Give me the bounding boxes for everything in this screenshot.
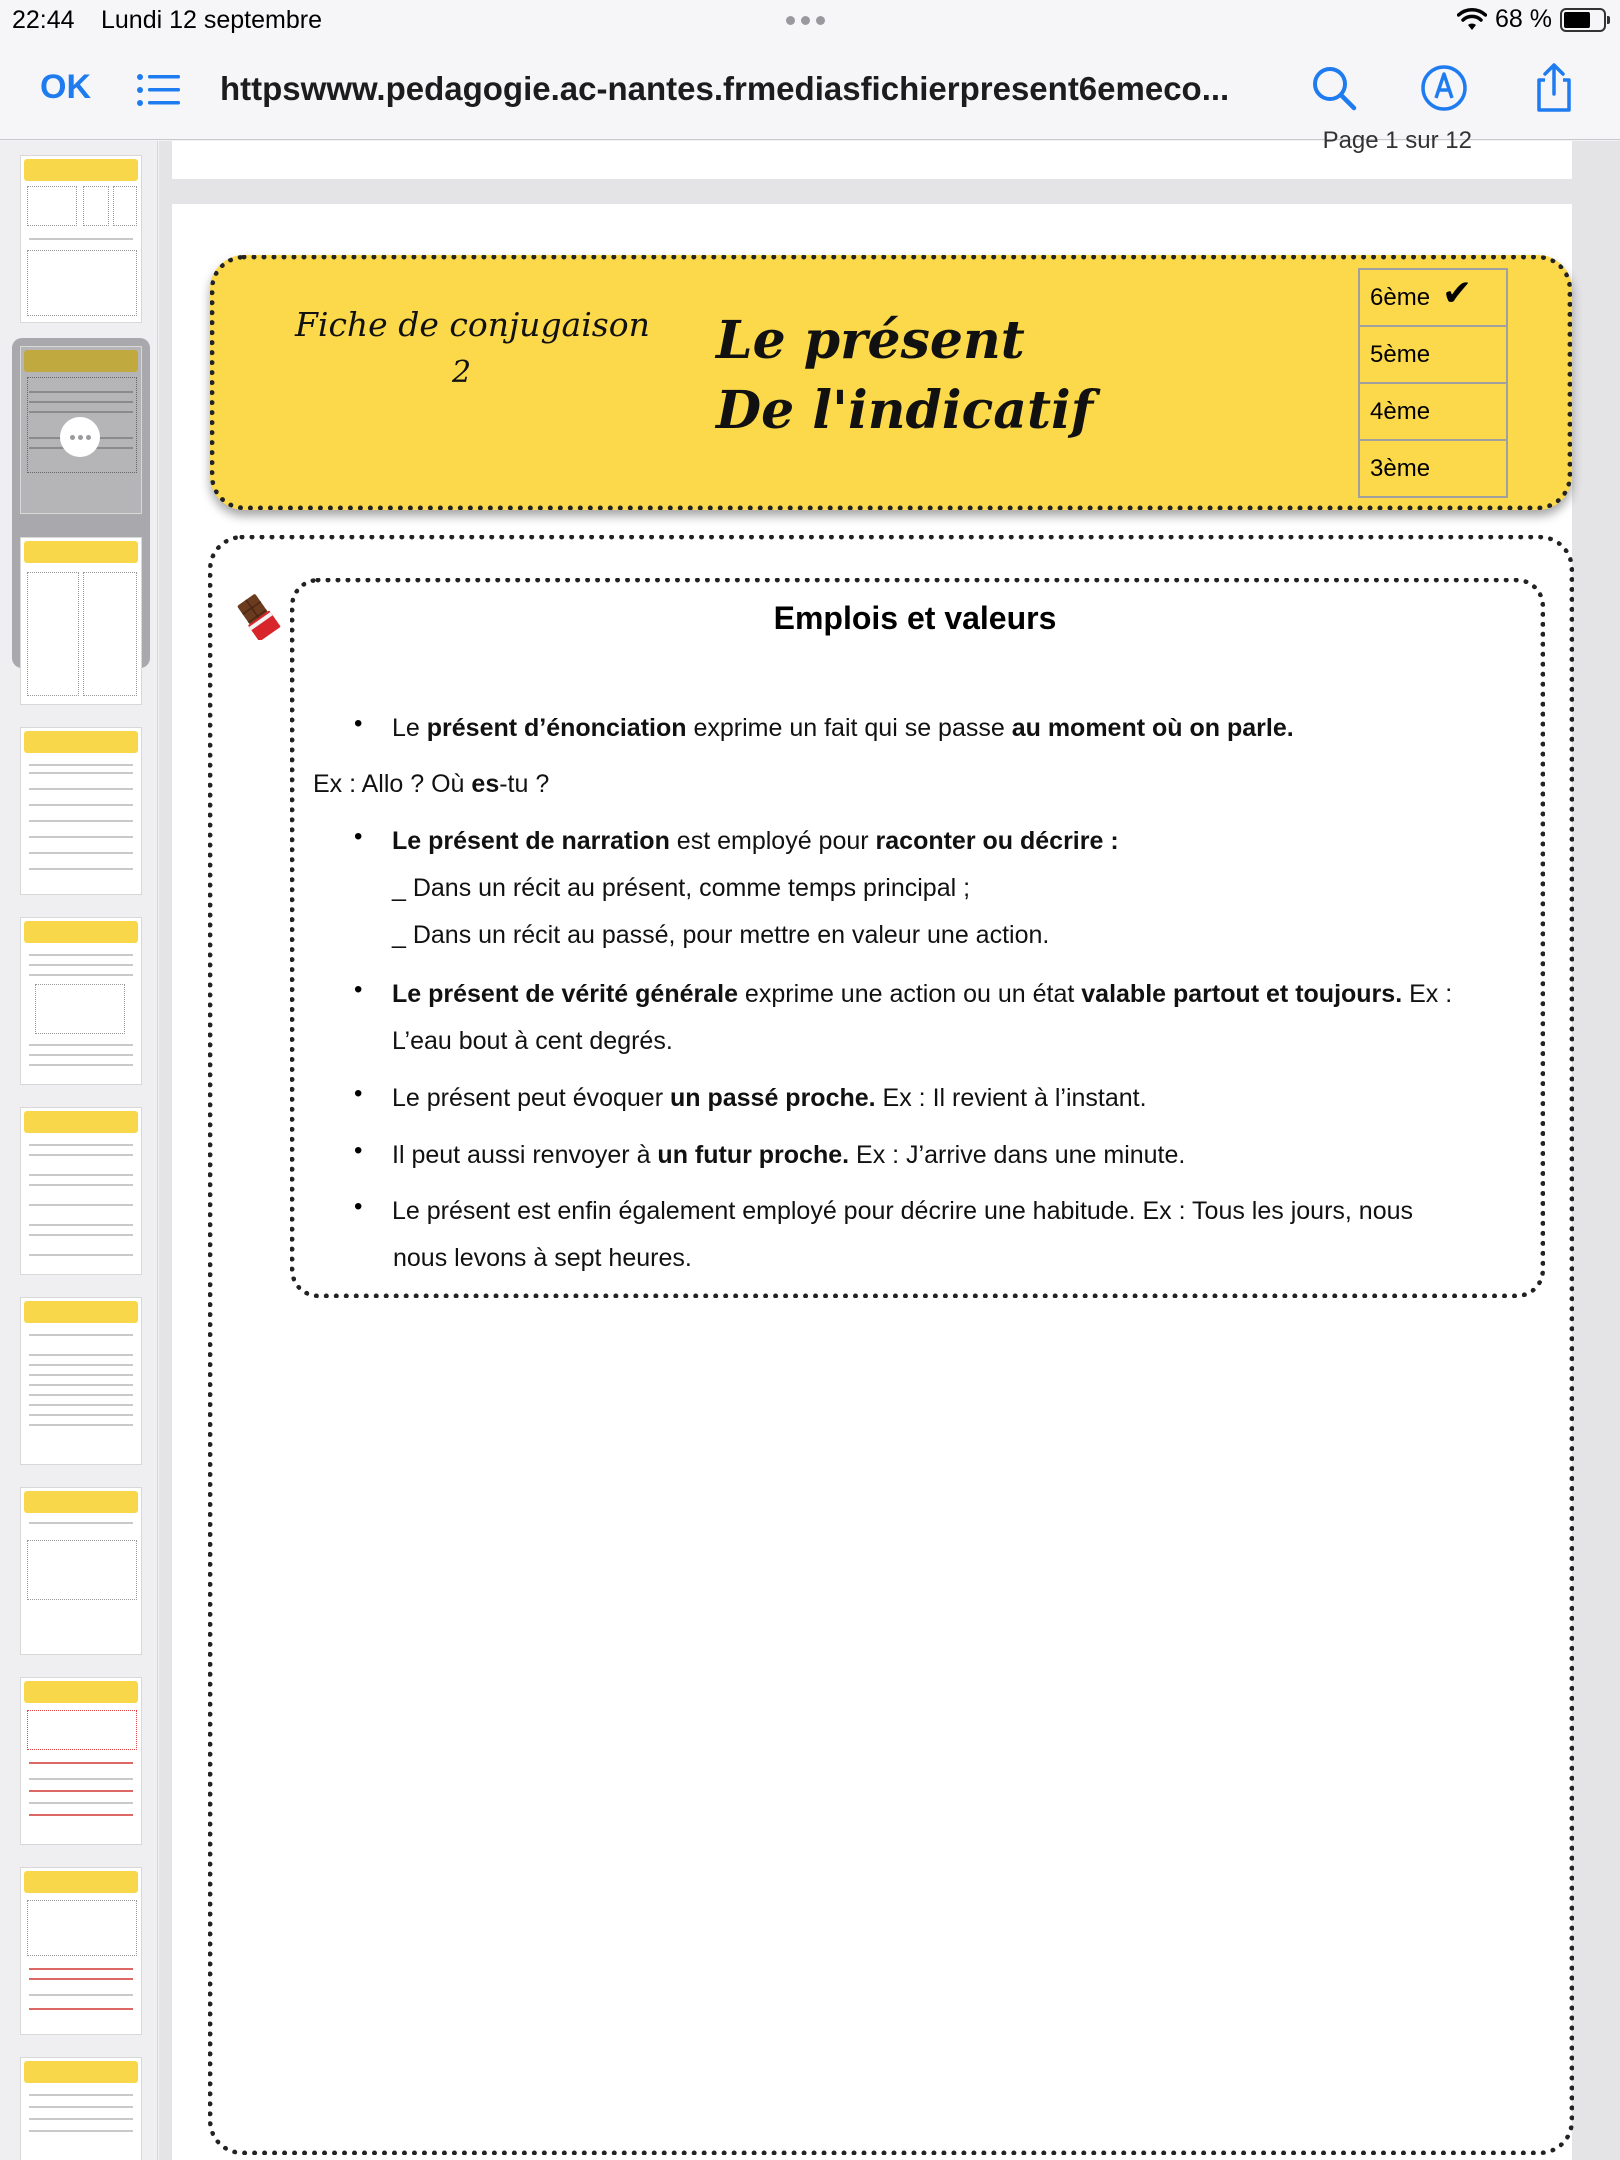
section-title: Emplois et valeurs xyxy=(773,600,1057,636)
page-thumbnail-7[interactable] xyxy=(20,1297,142,1465)
example-1-text: Ex : Allo ? Où es-tu ? xyxy=(313,770,550,798)
status-right xyxy=(1457,5,1606,34)
page-thumbnail-5[interactable] xyxy=(20,917,142,1085)
page-thumbnail-9[interactable] xyxy=(20,1677,142,1845)
level-table xyxy=(1358,268,1508,498)
bullet-icon: • xyxy=(354,1137,363,1164)
level-label: 3ème xyxy=(1370,455,1431,482)
wifi-icon xyxy=(1457,8,1487,32)
fiche-number: 2 xyxy=(452,355,472,390)
markup-icon[interactable] xyxy=(1418,62,1470,114)
level-row xyxy=(1360,384,1506,441)
title-line-1: Le présent xyxy=(716,310,1025,371)
toolbar xyxy=(0,40,1620,140)
page-thumbnail-3[interactable] xyxy=(20,537,142,705)
page-thumbnail-4[interactable] xyxy=(20,727,142,895)
fiche-label: Fiche de conjugaison xyxy=(295,305,650,344)
title-line-2: De l'indicatif xyxy=(716,380,1094,441)
bullet-4-text: Le présent peut évoquer un passé proche. Ex : Il revient à l’instant. xyxy=(392,1084,1147,1112)
page-number: Page 1 sur 12 xyxy=(1322,127,1472,154)
check-mark-icon: ✔ xyxy=(1442,272,1473,313)
level-label: 6ème xyxy=(1370,284,1431,311)
bullet-5-text: Il peut aussi renvoyer à un futur proche. Ex : J’arrive dans une minute. xyxy=(392,1141,1186,1169)
level-row xyxy=(1360,327,1506,384)
bullet-6-line-2: nous levons à sept heures. xyxy=(393,1244,692,1272)
page-thumbnail-8[interactable] xyxy=(20,1487,142,1655)
bullet-3-text: Le présent de vérité générale exprime une action ou un état valable partout et toujours. Ex : xyxy=(392,980,1453,1008)
search-icon[interactable] xyxy=(1308,62,1360,114)
page-thumbnail-6[interactable] xyxy=(20,1107,142,1275)
bullet-1-text: Le présent d’énonciation exprime un fait qui se passe au moment où on parle. xyxy=(392,714,1294,742)
status-bar xyxy=(0,0,1620,40)
bullet-icon: • xyxy=(354,976,363,1003)
bullet-2-text: Le présent de narration est employé pour raconter ou décrire : xyxy=(392,827,1119,855)
level-row xyxy=(1360,270,1506,327)
level-label: 4ème xyxy=(1370,398,1431,425)
bullet-icon: • xyxy=(354,823,363,850)
chocolate-bar-icon xyxy=(235,594,281,640)
list-icon[interactable] xyxy=(136,72,182,108)
share-icon[interactable] xyxy=(1528,62,1580,114)
more-icon[interactable] xyxy=(60,417,100,457)
level-label: 5ème xyxy=(1370,341,1431,368)
battery-percent: 68 % xyxy=(1495,5,1552,33)
bullet-icon: • xyxy=(354,1193,363,1220)
document-url[interactable]: httpswww.pedagogie.ac-nantes.frmediasfichierpresent6emeco... xyxy=(220,70,1230,107)
bullet-6-text: Le présent est enfin également employé pour décrire une habitude. Ex : Tous les jours, nous xyxy=(392,1197,1413,1225)
multitasking-dots-icon[interactable] xyxy=(786,16,825,25)
battery-icon xyxy=(1560,8,1606,32)
thumbnail-sidebar[interactable] xyxy=(0,141,158,2160)
page-thumbnail-11[interactable] xyxy=(20,2057,142,2160)
level-row xyxy=(1360,441,1506,498)
previous-page-bottom xyxy=(172,127,1572,179)
status-date: Lundi 12 septembre xyxy=(101,6,322,34)
bullet-2-line-2: _ Dans un récit au présent, comme temps principal ; xyxy=(392,874,971,902)
ok-button[interactable]: OK xyxy=(40,68,91,106)
page-thumbnail-1[interactable] xyxy=(20,155,142,323)
bullet-2-line-3: _ Dans un récit au passé, pour mettre en valeur une action. xyxy=(392,921,1050,949)
status-time: 22:44 xyxy=(12,6,75,34)
bullet-3-line-2: L’eau bout à cent degrés. xyxy=(392,1027,673,1055)
bullet-icon: • xyxy=(354,710,363,737)
page-thumbnail-10[interactable] xyxy=(20,1867,142,2035)
bullet-icon: • xyxy=(354,1080,363,1107)
